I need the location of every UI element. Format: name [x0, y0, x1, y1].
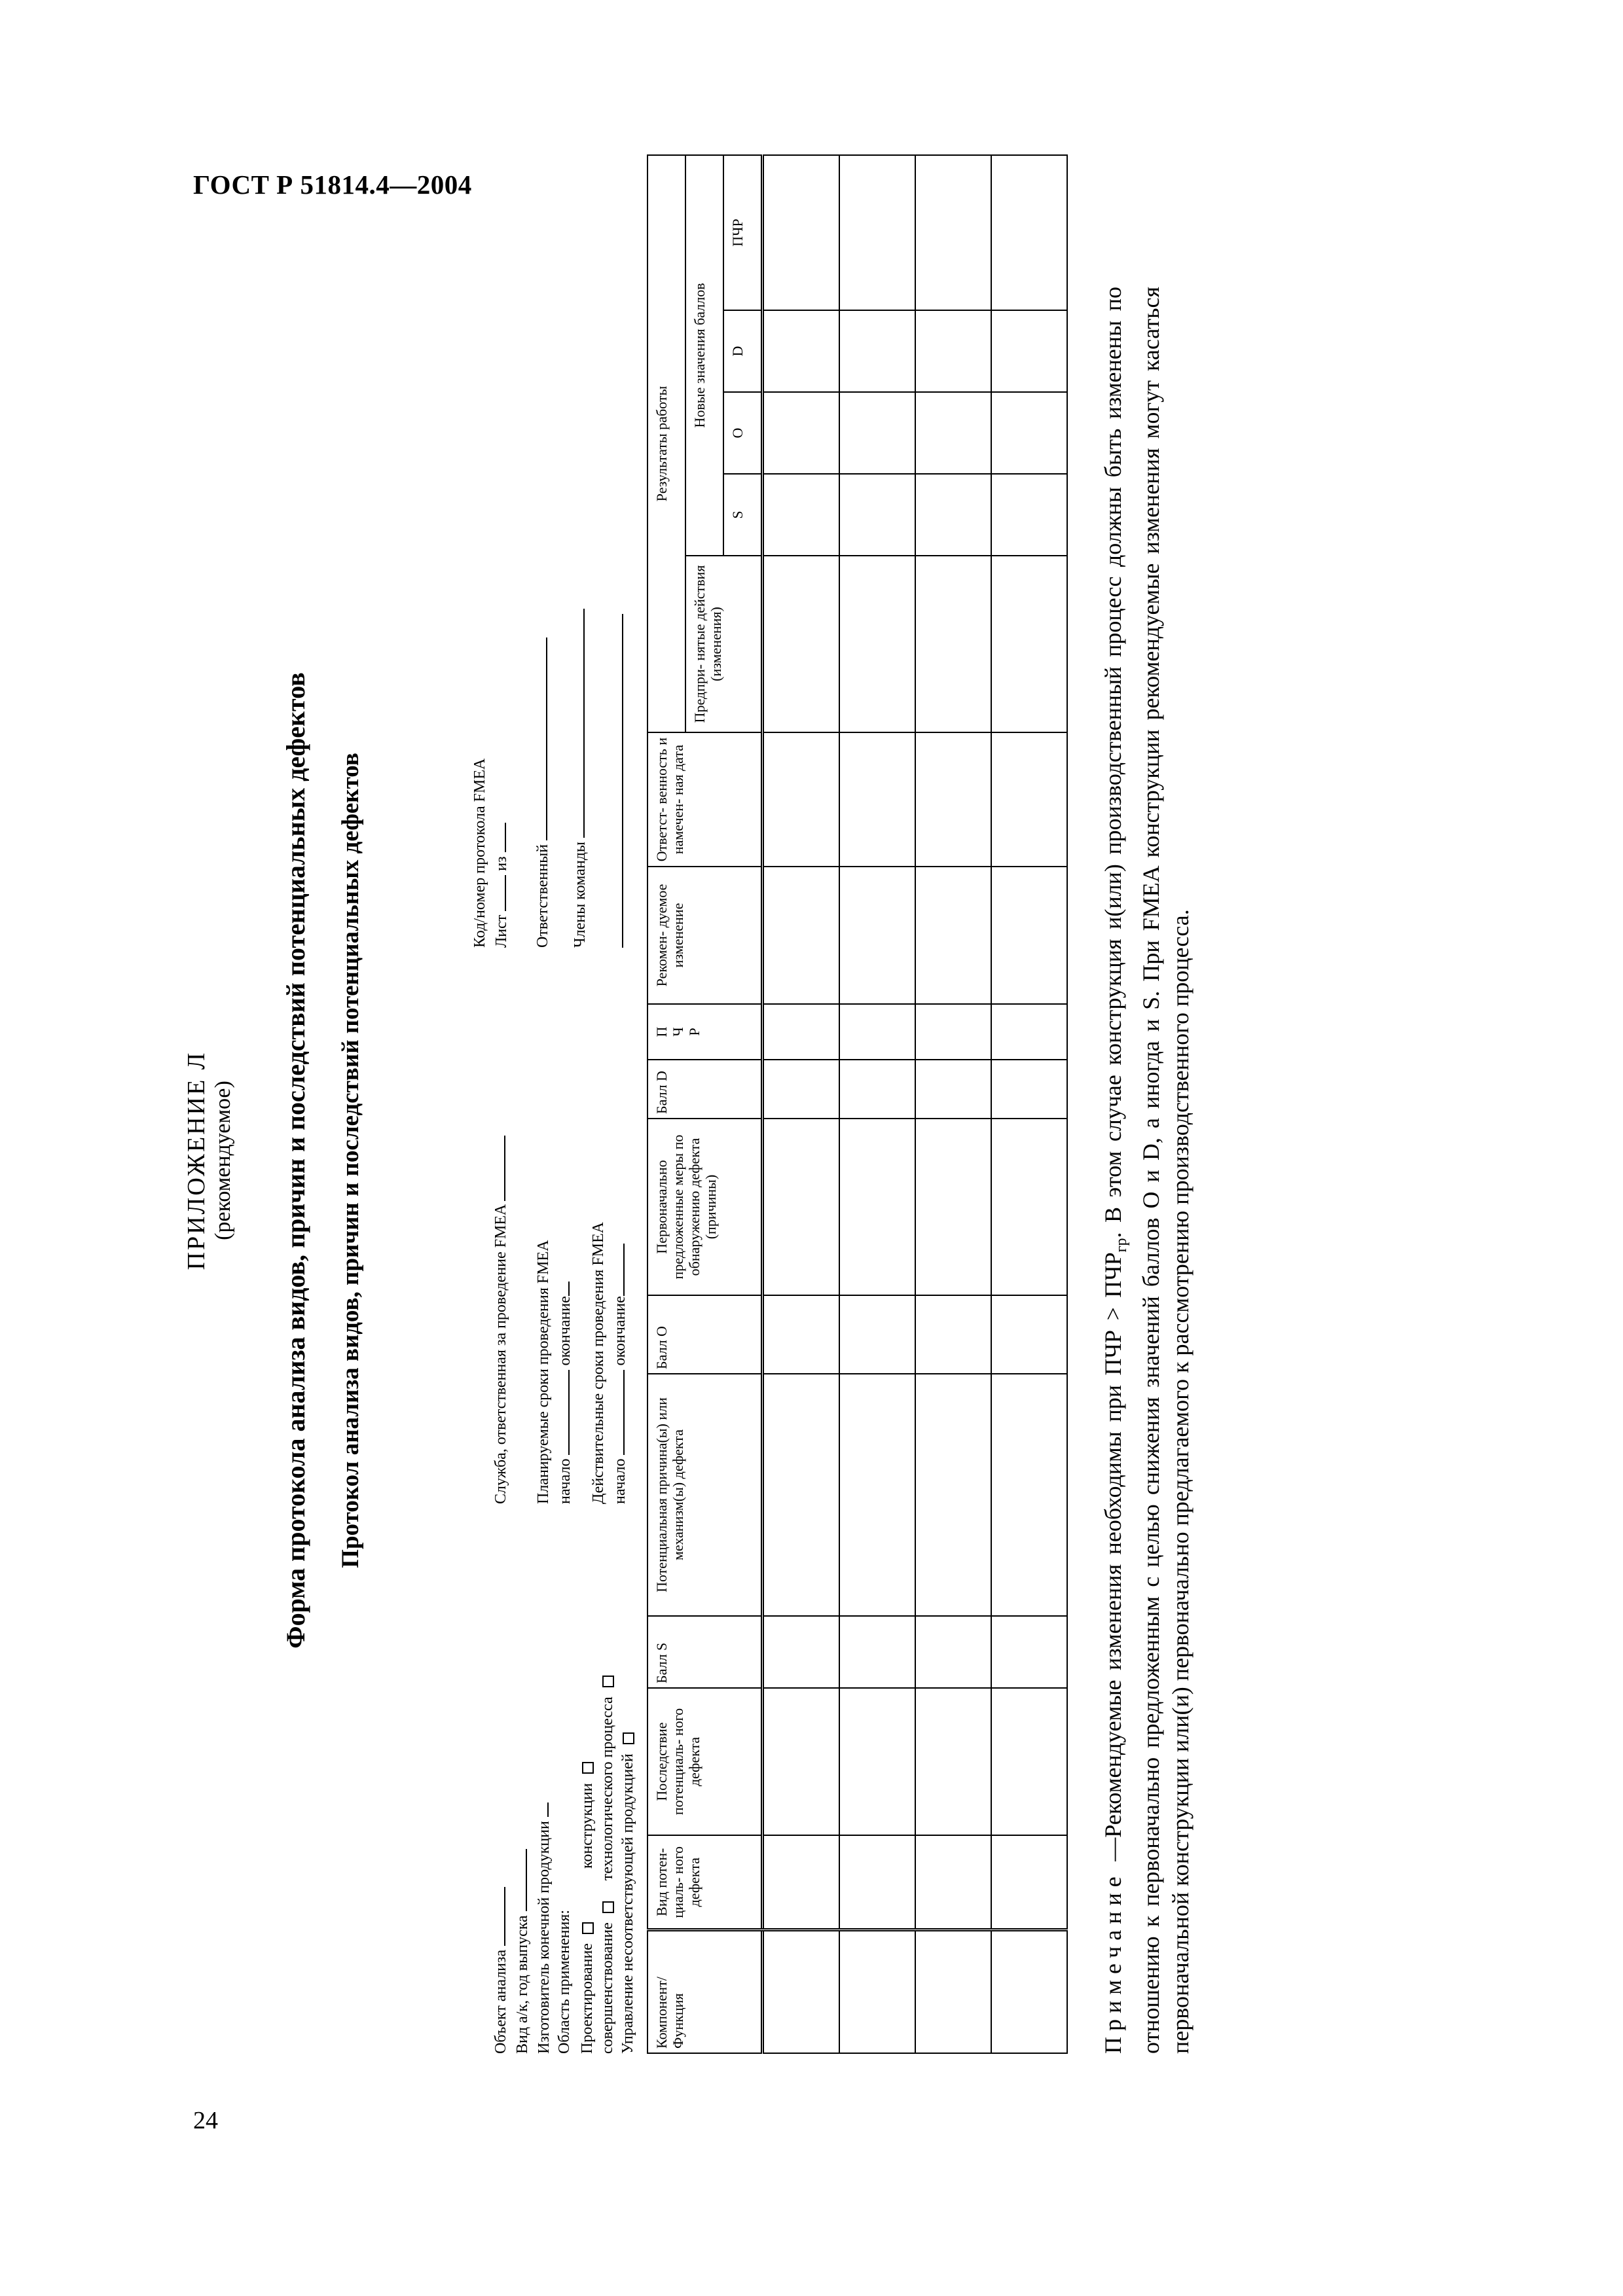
service-label: Служба, ответственная за проведение FMEA	[492, 1204, 509, 1504]
note-text-2: . В этом случае конструкция и(или) производственный процесс должны быть изменены по отношению к первоначально предложенным с целью снижения значений баллов O и D, а иногда и S. При FMEA конструкции рекомендуемые изменения могут касаться первоначальной конструкции или(и) первоначально предлагаемого к рассмотрению производственного процесса.	[1100, 287, 1194, 2054]
table-cell[interactable]	[991, 1060, 1067, 1119]
table-cell[interactable]	[839, 1930, 915, 2053]
appendix-title: ПРИЛОЖЕНИЕ Л	[183, 1050, 210, 1270]
construction-label: конструкции	[579, 1783, 596, 1869]
table-cell[interactable]	[763, 1060, 840, 1119]
table-cell[interactable]	[839, 392, 915, 474]
table-cell[interactable]	[763, 1295, 840, 1374]
table-cell[interactable]	[915, 732, 991, 867]
nonconforming-label: Управление несоответствующей продукцией	[619, 1753, 636, 2054]
code-label: Код/номер протокола FMEA	[471, 758, 488, 948]
col-failure-mode: Вид потен- циаль- ного дефекта	[647, 1835, 763, 1930]
table-cell[interactable]	[763, 1616, 840, 1688]
table-cell[interactable]	[915, 1060, 991, 1119]
fmea-table	[647, 154, 1068, 2054]
sub-o: O	[723, 392, 763, 474]
table-cell[interactable]	[763, 474, 840, 556]
mid-fields	[490, 1136, 630, 1504]
table-cell[interactable]	[839, 155, 915, 310]
table-cell[interactable]	[839, 1295, 915, 1374]
table-cell[interactable]	[763, 392, 840, 474]
protocol-title: Протокол анализа видов, причин и последствий потенциальных дефектов	[337, 753, 364, 1568]
note-lead: Примечание	[1100, 1871, 1126, 2054]
col-cause: Потенциальная причина(ы) или механизм(ы) дефекта	[647, 1374, 763, 1616]
sheet-label: Лист	[493, 914, 510, 948]
improvement-label: совершенствование	[599, 1922, 616, 2054]
checkbox-construction[interactable]	[582, 1762, 594, 1774]
table-cell[interactable]	[915, 310, 991, 392]
table-cell[interactable]	[763, 1374, 840, 1616]
table-cell[interactable]	[763, 1930, 840, 2053]
team-line-2[interactable]	[608, 614, 623, 948]
sheet-line[interactable]	[490, 875, 506, 911]
table-cell[interactable]	[915, 1930, 991, 2053]
table-cell[interactable]	[915, 867, 991, 1004]
table-cell[interactable]	[839, 1060, 915, 1119]
field-area-label: Область применения:	[556, 1909, 573, 2054]
note	[1099, 287, 1195, 2054]
table-cell[interactable]	[915, 1295, 991, 1374]
col-score-s: Балл S	[647, 1616, 763, 1688]
table-cell[interactable]	[915, 1119, 991, 1295]
table-cell[interactable]	[839, 1004, 915, 1060]
sub-rpn: ПЧР	[723, 155, 763, 310]
table-cell[interactable]	[915, 1616, 991, 1688]
table-cell[interactable]	[915, 1374, 991, 1616]
sub-s: S	[723, 474, 763, 556]
field-model-year-line[interactable]	[511, 1849, 527, 1911]
checkbox-nonconforming[interactable]	[623, 1732, 634, 1744]
appendix-status: (рекомендуемое)	[211, 1081, 235, 1240]
table-cell[interactable]	[763, 1835, 840, 1930]
left-fields	[490, 1676, 638, 2054]
col-score-d: Балл D	[647, 1060, 763, 1119]
table-cell[interactable]	[915, 556, 991, 732]
table-cell[interactable]	[991, 1119, 1067, 1295]
table-cell[interactable]	[991, 474, 1067, 556]
team-line[interactable]	[569, 609, 585, 838]
table-row	[915, 155, 991, 2053]
right-fields	[470, 609, 629, 948]
table-cell[interactable]	[763, 155, 840, 310]
of-label: из	[493, 856, 510, 871]
field-manufacturer-line[interactable]	[533, 1803, 549, 1817]
col-recommended: Рекомен- дуемое изменение	[647, 867, 763, 1004]
table-cell[interactable]	[991, 1004, 1067, 1060]
table-cell[interactable]	[991, 1616, 1067, 1688]
table-cell[interactable]	[763, 556, 840, 732]
actual-end-line[interactable]	[609, 1244, 625, 1296]
planned-end-line[interactable]	[554, 1282, 570, 1296]
planned-end-label: окончание	[556, 1296, 574, 1366]
responsible-line[interactable]	[532, 637, 547, 840]
table-cell[interactable]	[915, 392, 991, 474]
table-cell[interactable]	[839, 1835, 915, 1930]
table-cell[interactable]	[839, 1374, 915, 1616]
table-cell[interactable]	[991, 556, 1067, 732]
actual-start-label: начало	[611, 1458, 629, 1504]
table-cell[interactable]	[991, 867, 1067, 1004]
table-cell[interactable]	[839, 1616, 915, 1688]
table-cell[interactable]	[763, 1688, 840, 1835]
table-cell[interactable]	[839, 732, 915, 867]
table-cell[interactable]	[839, 867, 915, 1004]
table-cell[interactable]	[991, 392, 1067, 474]
process-label: технологического процесса	[599, 1696, 616, 1881]
field-object-line[interactable]	[490, 1887, 505, 1946]
responsible-label: Ответственный	[534, 844, 551, 948]
col-results: Результаты работы	[647, 155, 685, 732]
field-model-year-label: Вид а/к, год выпуска	[514, 1915, 531, 2054]
col-detection: Первоначально предложенные меры по обнаружению дефекта (причины)	[647, 1119, 763, 1295]
table-cell[interactable]	[915, 155, 991, 310]
checkbox-improvement[interactable]	[602, 1901, 614, 1913]
col-score-o: Балл O	[647, 1295, 763, 1374]
table-cell[interactable]	[839, 310, 915, 392]
table-cell[interactable]	[915, 474, 991, 556]
actual-start-line[interactable]	[609, 1370, 625, 1455]
planned-start-line[interactable]	[554, 1370, 570, 1455]
rotated-form	[182, 219, 1269, 2073]
checkbox-process[interactable]	[602, 1676, 614, 1687]
rpn-letter-ch: Ч	[670, 1027, 686, 1037]
table-cell[interactable]	[991, 1930, 1067, 2053]
service-line[interactable]	[490, 1136, 505, 1201]
table-cell[interactable]	[839, 474, 915, 556]
col-responsibility: Ответст- венность и намечен- ная дата	[647, 732, 763, 867]
col-component: Компонент/ Функция	[647, 1930, 763, 2053]
rpn-letter-r: Р	[686, 1028, 702, 1036]
table-cell[interactable]	[763, 732, 840, 867]
page-number: 24	[193, 2107, 218, 2134]
table-cell[interactable]	[763, 867, 840, 1004]
standard-header: ГОСТ Р 51814.4—2004	[193, 170, 472, 200]
field-object-label: Объект анализа	[492, 1949, 509, 2054]
table-cell[interactable]	[915, 1688, 991, 1835]
actual-end-label: окончание	[611, 1296, 629, 1366]
form-title: Форма протокола анализа видов, причин и последствий потенциальных дефектов	[281, 672, 310, 1649]
design-label: Проектирование	[579, 1943, 596, 2054]
col-rpn	[647, 1004, 763, 1060]
table-cell[interactable]	[763, 310, 840, 392]
note-text-1: —Рекомендуемые изменения необходимы при ПЧР > ПЧР	[1100, 1252, 1126, 1871]
rpn-letter-p: П	[653, 1026, 670, 1037]
table-cell[interactable]	[991, 310, 1067, 392]
actual-label: Действительные сроки проведения FMEA	[590, 1222, 607, 1504]
table-cell[interactable]	[991, 732, 1067, 867]
table-cell[interactable]	[839, 1119, 915, 1295]
table-cell[interactable]	[991, 1295, 1067, 1374]
table-cell[interactable]	[839, 1688, 915, 1835]
table-row	[839, 155, 915, 2053]
team-label: Члены команды	[572, 841, 589, 948]
field-manufacturer-label: Изготовитель конечной продукции	[536, 1821, 553, 2054]
of-line[interactable]	[490, 823, 506, 852]
checkbox-design[interactable]	[582, 1922, 594, 1934]
col-new-values: Новые значения баллов	[685, 155, 723, 556]
table-row	[763, 155, 840, 2053]
table-cell[interactable]	[763, 1004, 840, 1060]
table-cell[interactable]	[991, 155, 1067, 310]
sub-d: D	[723, 310, 763, 392]
table-cell[interactable]	[991, 1835, 1067, 1930]
note-subscript: гр	[1113, 1238, 1131, 1253]
table-cell[interactable]	[991, 1688, 1067, 1835]
col-failure-effect: Последствие потенциаль- ного дефекта	[647, 1688, 763, 1835]
table-cell[interactable]	[991, 1374, 1067, 1616]
table-row	[991, 155, 1067, 2053]
planned-label: Планируемые сроки проведения FMEA	[535, 1240, 552, 1504]
table-cell[interactable]	[839, 556, 915, 732]
planned-start-label: начало	[556, 1458, 574, 1504]
col-actions: Предпри- нятые действия (изменения)	[685, 556, 763, 732]
table-cell[interactable]	[915, 1004, 991, 1060]
table-cell[interactable]	[915, 1835, 991, 1930]
table-cell[interactable]	[763, 1119, 840, 1295]
